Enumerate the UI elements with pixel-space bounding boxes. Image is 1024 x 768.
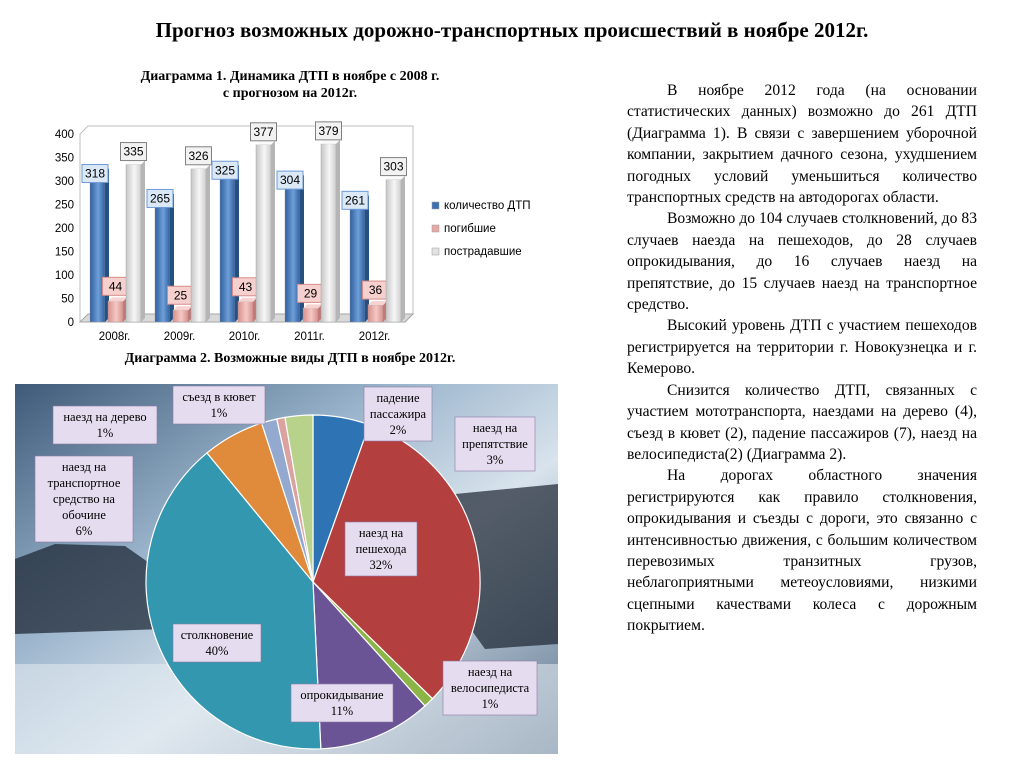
y-tick-label: 300 [54,176,74,188]
data-label: 44 [108,279,123,294]
bar-2-0 [126,161,145,322]
y-tick-label: 200 [54,223,74,235]
x-tick-label: 2010г. [228,331,261,343]
text-paragraph: В ноябре 2012 года (на основании статистических данных) возможно до 261 ДТП (Диаграмма 1). В связи с завершением уборочной компании, закрытием дачного сезона, ухудшением погодных условий уменьшиться количество транспортных средств на автодорогах области. [627,82,977,207]
pie-label-pct: 2% [389,423,407,437]
pie-label-line: опрокидывание [300,688,384,702]
legend-swatch [432,202,439,209]
pie-label-line: пассажира [369,407,427,421]
data-label: 377 [253,124,274,139]
bar-2-2 [256,141,275,322]
data-label: 304 [279,173,301,188]
text-paragraph: Высокий уровень ДТП с участием пешеходов регистрируется на территории г. Новокузнецка и г. Кемерово. [627,317,977,378]
legend-swatch [432,248,439,255]
bar-0-0 [90,169,109,322]
data-label: 335 [123,144,144,159]
bar-1-3 [303,304,322,322]
pie-label-line: наезд на [61,460,107,474]
pie-label-line: пешехода [355,542,407,556]
data-label: 325 [214,163,236,178]
data-label: 29 [303,286,318,301]
data-label: 36 [368,283,383,298]
legend-label: количество ДТП [444,200,531,212]
data-label: 326 [188,148,209,163]
pie-label-pct: 32% [369,558,393,572]
chart1-title [80,68,500,102]
legend-label: погибшие [444,223,496,235]
pie-chart-panel [15,384,558,754]
pie-label-pct: 1% [481,697,499,711]
pie-label-line: средство на [53,492,115,506]
legend-swatch [432,225,439,232]
pie-label-pct: 6% [75,524,93,538]
chart1-title-line1: Диаграмма 1. Динамика ДТП в ноябре с 2008 г. [140,69,440,84]
bar-chart [30,112,560,347]
data-label: 318 [84,166,106,181]
bar-1-2 [238,298,257,322]
y-tick-label: 400 [54,129,74,141]
data-label: 379 [318,123,339,138]
chart2-title: Диаграмма 2. Возможные виды ДТП в ноябре 2012г. [124,351,456,366]
description-text [627,80,977,637]
x-tick-label: 2008г. [98,331,131,343]
bar-1-1 [173,306,192,322]
pie-label-line: падение [376,391,420,405]
bar-0-2 [220,165,239,322]
pie-label-line: наезд на [467,665,513,679]
pie-label-line: транспортное [47,476,121,490]
bar-1-4 [368,301,387,322]
y-tick-label: 50 [61,293,74,306]
pie-label-pct: 1% [210,406,228,420]
pie-label-line: столкновение [180,628,254,642]
page-title: Прогноз возможных дорожно-транспортных происшествий в ноябре 2012г. [155,18,869,42]
y-tick-label: 250 [54,199,74,212]
text-paragraph: Снизится количество ДТП, связанных с участием мототранспорта, наездами на дерево (4), съезд в кювет (2), падение пассажиров (7), наезд на велосипедиста(2) (Диаграмма 2). [627,381,977,463]
pie-label-line: препятствие [462,437,528,451]
text-paragraph: Возможно до 104 случаев столкновений, до 83 случаев наезда на пешеходов, до 28 случаев опрокидывания, до 16 случаев наезд на препятствие, до 15 случаев наезд на транспортное средство. [627,210,977,314]
data-label: 265 [149,191,171,206]
data-label: 261 [344,193,366,208]
y-tick-label: 100 [54,270,74,282]
bar-1-0 [108,297,127,322]
pie-label-line: наезд на дерево [63,410,147,424]
y-tick-label: 0 [67,317,74,329]
pie-label-line: наезд на [358,526,404,540]
pie-label-pct: 11% [330,704,354,718]
pie-label-line: наезд на [472,421,518,435]
bar-2-4 [386,176,405,322]
legend-label: пострадавшие [444,246,522,258]
y-tick-label: 350 [54,152,74,165]
pie-label-line: съезд в кювет [182,390,256,404]
x-tick-label: 2009г. [163,331,196,343]
pie-label-pct: 1% [96,426,114,440]
bar-2-3 [321,140,340,322]
x-tick-label: 2011г. [294,331,325,343]
pie-label-pct: 3% [486,453,504,467]
data-label: 25 [173,288,188,303]
pie-label-line: обочине [62,508,106,522]
pie-label-line: велосипедиста [450,681,530,695]
text-paragraph: На дорогах областного значения регистрируются как правило столкновения, опрокидывания и съезды с дороги, это связанно с интенсивностью движения, с большим количеством перевозимых транзитных грузов, неблагоприятными метеоусловиями, низкими сцепными качествами колеса с дорожным покрытием. [627,467,977,635]
data-label: 43 [238,279,253,294]
y-tick-label: 150 [54,246,74,259]
pie-chart [15,384,558,754]
data-label: 303 [383,159,404,174]
chart1-title-line2: с прогнозом на 2012г. [222,86,358,101]
bar-2-1 [191,165,210,322]
x-tick-label: 2012г. [358,331,391,343]
pie-label-pct: 40% [205,644,229,658]
bar-0-4 [350,195,369,322]
